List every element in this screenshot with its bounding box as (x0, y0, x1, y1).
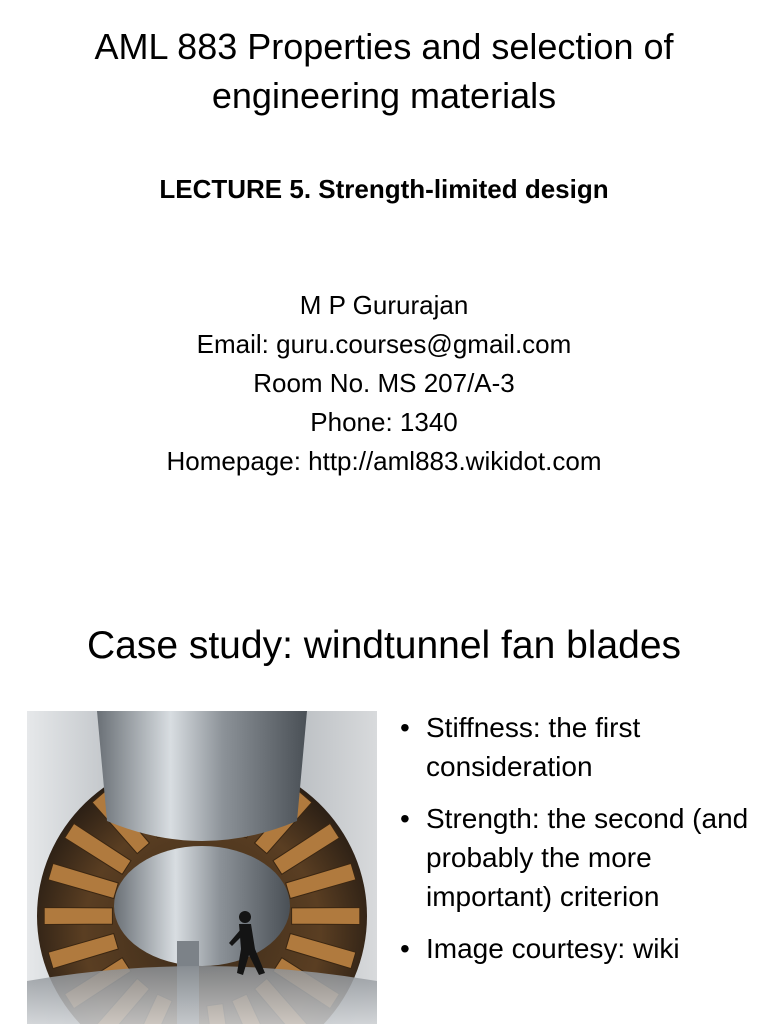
instructor-room: Room No. MS 207/A-3 (253, 368, 515, 398)
bullet-text: Stiffness: the first consideration (426, 712, 641, 782)
bullet-glyph: • (400, 803, 410, 834)
bullet-item (398, 708, 758, 786)
bullet-item (398, 799, 758, 916)
case-study-slide (0, 600, 768, 1024)
windtunnel-fan-photo (27, 711, 377, 1024)
tunnel-floor-shape (27, 966, 377, 1024)
course-title-line-2: engineering materials (211, 75, 557, 116)
nacelle-shape (97, 711, 307, 841)
case-study-title: Case study: windtunnel fan blades (86, 624, 682, 667)
lecture-subtitle: LECTURE 5. Strength-limited design (159, 174, 609, 204)
course-title-line-1: AML 883 Properties and selection of (94, 26, 674, 67)
instructor-email: Email: guru.courses@gmail.com (196, 329, 572, 359)
bullet-text: Strength: the second (and probably the more important) criterion (426, 803, 749, 912)
course-title (0, 22, 768, 120)
bullet-text: Image courtesy: wiki (426, 933, 680, 964)
instructor-phone: Phone: 1340 (310, 407, 458, 437)
course-homepage: Homepage: http://aml883.wikidot.com (166, 446, 602, 476)
case-study-bullets (398, 708, 758, 981)
bullet-glyph: • (400, 712, 410, 743)
fan-blade-shape (292, 908, 360, 925)
contact-block (0, 286, 768, 481)
windtunnel-fan-illustration (27, 711, 377, 1024)
bullet-glyph: • (400, 933, 410, 964)
instructor-name: M P Gururajan (299, 290, 469, 320)
bullet-item (398, 929, 758, 968)
hub-shape (114, 846, 290, 966)
fan-blade-shape (44, 908, 112, 925)
